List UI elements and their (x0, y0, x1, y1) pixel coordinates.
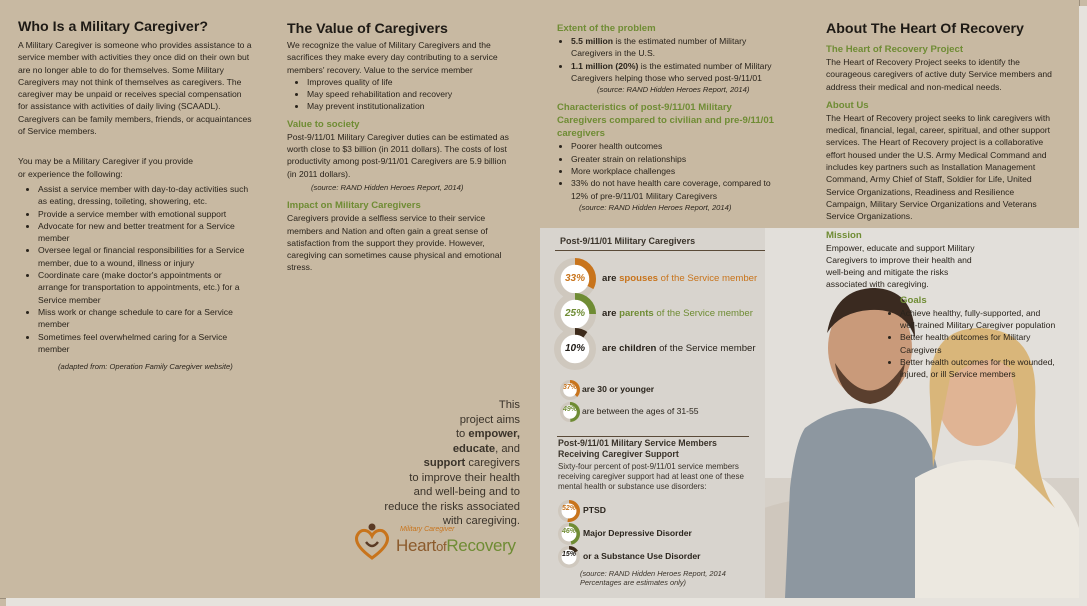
relationship-pre: are (602, 343, 617, 354)
project-heading: The Heart of Recovery Project (826, 44, 964, 55)
relationship-type: spouses (619, 273, 659, 284)
project-line2: project aims (459, 413, 520, 426)
age-label: are between the ages of 31-55 (582, 406, 699, 416)
heart-of-recovery-logo (352, 522, 532, 562)
impact-text: Caregivers provide a selfless service to their service members and Nation and often gain a great sense of satisfaction from the support they provide. However, caregiving can sometimes cause physical and emotional stress. (287, 213, 502, 273)
disorder-1-pct: 46% (561, 528, 576, 535)
col1-list (18, 183, 253, 355)
divider (557, 436, 749, 437)
age-0-pct: 37% (562, 384, 577, 391)
project-educate: educate (452, 442, 496, 455)
society-text: Post-9/11/01 Military Caregiver duties can be estimated as worth close to $3 billion (in 2011 dollars). The costs of lost productivity among post-9/11/01 Caregivers are 5.9 billion (in 2011 dollars). (287, 131, 509, 179)
relationship-0-pct: 33% (564, 273, 585, 284)
col2-intro: We recognize the value of Military Caregivers and the sacrifices they make every day contributing to a service members' recovery. Value to the service member (287, 40, 498, 75)
page-shadow (6, 598, 1087, 606)
project-line9b: caregiving. (462, 515, 520, 527)
col1-list-item: • Assist a service member with day-to-day activities such as eating, dressing, toileting, showering, etc. (38, 183, 253, 208)
project-line3 (380, 427, 520, 442)
project-aims-text (380, 398, 520, 529)
project-line4 (380, 442, 520, 457)
disorder-label: PTSD (583, 505, 606, 515)
relationship-post: of the Service member (656, 343, 756, 354)
extent-item (571, 35, 777, 60)
relationship-label (602, 308, 753, 319)
col1-list-item: • Advocate for new and better treatment for a Service member (38, 220, 253, 245)
characteristics-list (557, 140, 777, 201)
mission-text: Empower, educate and support Military Caregivers to improve their health and well-being and mitigate the risks associated with caregiving. (826, 242, 975, 290)
col4-title: About The Heart Of Recovery (826, 21, 1024, 37)
col1-list-item: • Provide a service member with emotional support (38, 208, 253, 220)
extent-item-text: is the estimated number of Military Caregivers in the U.S. (571, 36, 747, 59)
infographic-source-line2: Percentages are estimates only) (580, 578, 686, 587)
goal-item: • Achieve healthy, fully-supported, and well-trained Military Caregiver population (900, 307, 1060, 332)
project-text: The Heart of Recovery Project seeks to identify the courageous caregivers of active duty Service members and address their medical and non-medical needs. (826, 57, 1052, 92)
col1-list-item: • Miss work or change schedule to care for a Service member (38, 306, 253, 331)
about-us-heading: About Us (826, 99, 869, 111)
logo-word-heart: Heart (396, 536, 437, 555)
project-support: support (423, 457, 466, 469)
project-reduce: reduce (384, 500, 419, 513)
col1-title: Who Is a Military Caregiver? (18, 19, 209, 35)
extent-item-text: is the estimated number of Military Caregivers helping those who served post-9/11/01 (571, 60, 772, 83)
extent-column (557, 0, 777, 214)
disorder-label: Major Depressive Disorder (583, 528, 692, 538)
col1-lead1: You may be a Military Caregiver if you provide (18, 156, 193, 167)
who-is-caregiver-column (18, 0, 253, 373)
characteristics-item: • Greater strain on relationships (571, 153, 777, 165)
col1-list-item: • Sometimes feel overwhelmed caring for a Service member (38, 331, 253, 356)
relationship-1-pct: 25% (564, 308, 585, 319)
society-source: (source: RAND Hidden Heroes Report, 2014) (311, 182, 464, 192)
extent-heading: Extent of the problem (557, 23, 656, 34)
characteristics-heading: Characteristics of post-9/11/01 Military Caregivers compared to civilian and pre-9/11/01 caregivers (557, 102, 775, 140)
relationship-type: children (619, 343, 657, 354)
project-line5b: caregivers (465, 457, 520, 469)
extent-source: (source: RAND Hidden Heroes Report, 2014) (597, 85, 750, 95)
relationship-pre: are (602, 273, 617, 284)
age-label: are 30 or younger (582, 384, 655, 394)
project-line1: This (498, 399, 520, 411)
relationship-label (602, 343, 756, 354)
relationship-post: of the Service member (658, 273, 758, 284)
disorder-2-pct: 15% (561, 551, 576, 558)
logo-wordmark (396, 536, 516, 556)
extent-list (557, 35, 777, 84)
extent-item (571, 60, 777, 85)
extent-item-figure: 5.5 million (571, 36, 614, 46)
logo-word-of: of (436, 539, 447, 554)
col1-source: (adapted from: Operation Family Caregiver website) (58, 362, 233, 372)
characteristics-item: • Poorer health outcomes (571, 140, 777, 152)
relationship-label (602, 273, 757, 284)
relationship-2-pct: 10% (564, 343, 585, 354)
relationship-pre: are (602, 308, 617, 319)
project-empower: empower, (468, 428, 520, 440)
about-column (826, 0, 1056, 381)
col2-list-item: • Improves quality of life (307, 76, 512, 88)
infographic-source (580, 569, 726, 587)
col1-intro: A Military Caregiver is someone who provides assistance to a service member with activities they once did on their own but are no longer able to do for themselves. Some Military Caregivers may not think of themselves as caregivers. The caregiver may be unpaid or receives special compensation for assistance with activities of daily living (SCAADL). Caregivers can be family members, friends, or acquaintances of Service members. (18, 40, 252, 137)
goals-heading: Goals (900, 294, 927, 306)
project-line6: to improve their health (409, 471, 520, 484)
infographic-source-line1: (source: RAND Hidden Heroes Report, 2014 (580, 569, 726, 578)
characteristics-item: • More workplace challenges (571, 165, 777, 177)
goals-list (826, 307, 1060, 381)
project-line5 (380, 456, 520, 471)
col1-list-item: • Coordinate care (make doctor's appointments or arrange for transportation to appointments, etc.) for a Service member (38, 269, 253, 306)
impact-heading: Impact on Military Caregivers (287, 200, 421, 212)
project-line8 (380, 500, 520, 515)
col2-title: The Value of Caregivers (287, 21, 448, 37)
project-line3a: to (455, 428, 469, 440)
age-1-pct: 49% (562, 406, 577, 413)
characteristics-source: (source: RAND Hidden Heroes Report, 2014) (579, 202, 732, 212)
col2-list (287, 76, 512, 113)
goal-item: • Better health outcomes for Military Caregivers (900, 331, 1060, 356)
relationship-post: of the Service member (653, 308, 753, 319)
characteristics-item: • 33% do not have health care coverage, compared to 12% of pre-9/11/01 Military Caregivers (571, 177, 777, 202)
about-us-text: The Heart of Recovery project seeks to link caregivers with medical, financial, legal, career, spiritual, and other support services. The Heart of Recovery project is a collaborative effort housed under the U.S. Army Medical Command and includes key partners such as Installation Management Command, Army Chief of Staff, Soldier for Life, United Service Organizations, Readiness and Resilience Campaign, Military Service Organizations and Veterans Service Organizations. (826, 112, 1051, 222)
society-heading: Value to society (287, 118, 360, 130)
col1-list-item: • Oversee legal or financial responsibilities for a Service member, due to a wound, illness or injury (38, 244, 253, 269)
logo-word-recovery: Recovery (446, 536, 516, 555)
infographic-text2: Sixty-four percent of post-9/11/01 service members receiving caregiver support had at least one of these mental health or substance use disorders: (558, 462, 744, 491)
project-line8b: the risks associated (418, 500, 520, 513)
col1-lead2: or experience the following: (18, 168, 123, 179)
infographic-heading: Post-9/11/01 Military Caregivers (560, 236, 696, 246)
relationship-type: parents (619, 308, 654, 319)
disorder-label: or a Substance Use Disorder (583, 551, 701, 561)
extent-item-figure: 1.1 million (20%) (571, 60, 639, 71)
value-of-caregivers-column (287, 0, 512, 274)
infographic-heading2: Post-9/11/01 Military Service Members Receiving Caregiver Support (558, 438, 717, 459)
logo-small-text: Military Caregiver (400, 526, 455, 533)
project-line4b: , and (495, 442, 520, 455)
goal-item: • Better health outcomes for the wounded, injured, or ill Service members (900, 356, 1060, 381)
project-line7: and well-being and to (413, 486, 520, 498)
heart-logo-icon (352, 522, 392, 562)
disorder-0-pct: 52% (561, 505, 576, 512)
mission-heading: Mission (826, 229, 862, 241)
col2-list-item: • May prevent institutionalization (307, 100, 512, 112)
project-with: with (442, 515, 463, 527)
page-shadow-right (1079, 6, 1087, 606)
col2-list-item: • May speed rehabilitation and recovery (307, 88, 512, 100)
